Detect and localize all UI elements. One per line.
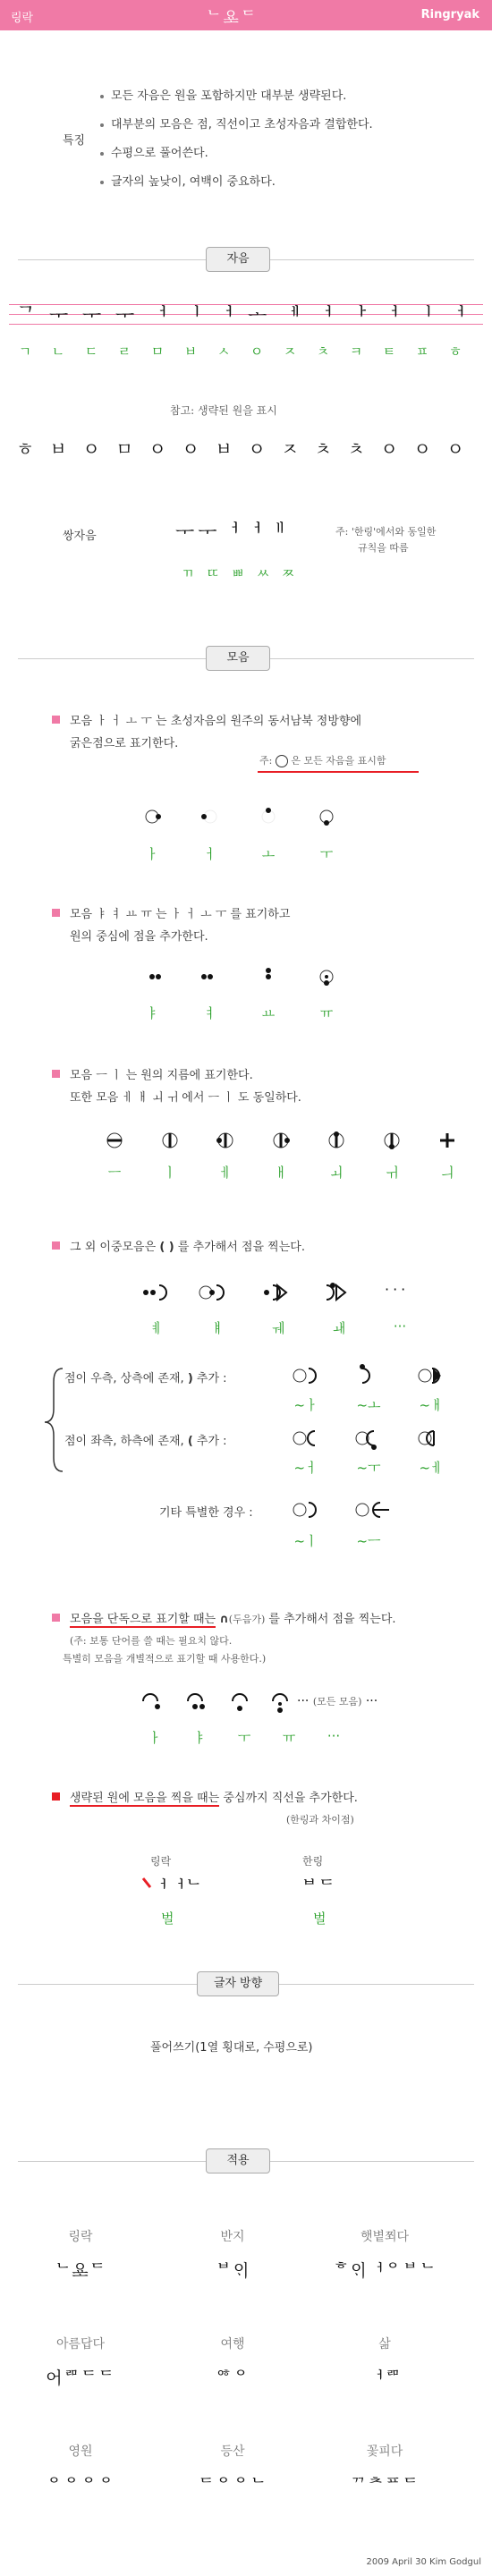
- consonant-jamo: ㅊ: [316, 343, 330, 360]
- application-glyph: ᅥᄅᄆ: [367, 2368, 403, 2388]
- application-glyph: ᄇᄋᆡ: [215, 2261, 250, 2281]
- vowel-circle-a: [146, 810, 161, 823]
- vowel-jamo: ㅣ: [163, 1165, 177, 1181]
- consonant-glyph: ᅩ: [248, 305, 267, 327]
- application-glyph: ᄒᄋᆡᅥᄋᄇᄂ: [332, 2261, 437, 2281]
- consonant-glyph: ᅦ: [281, 305, 301, 327]
- double-consonant-label: 쌍자음: [63, 530, 97, 543]
- vowel-jamo: ㅞ: [271, 1320, 285, 1336]
- vowel-jamo: ㅕ: [203, 1005, 217, 1021]
- application-glyph: 어ᄅᄆᄃᄃ: [46, 2368, 115, 2388]
- double-consonant-jamo: ㅃ: [231, 565, 245, 581]
- vowel-circle-e: [216, 1133, 233, 1148]
- feature-item: 수평으로 풀어쓴다.: [100, 143, 208, 160]
- compare-jamo: 벌: [161, 1911, 174, 1927]
- consonant-jamo: ㄷ: [84, 343, 98, 360]
- consonant-jamo: ㅌ: [382, 343, 396, 360]
- double-consonant-jamo: ㄸ: [206, 565, 220, 581]
- application-label: 햇볕쬐다: [360, 2230, 410, 2244]
- reference-glyph: ㅇ: [446, 438, 464, 460]
- vowel-jamo: ㅜ: [319, 846, 334, 862]
- brace-rule-text: 점이 좌측, 하측에 존재, ( 추가 :: [64, 1435, 227, 1448]
- application-label: 아름답다: [55, 2337, 106, 2351]
- vowel-circle-wi: [385, 1133, 399, 1149]
- feature-item: 글자의 높낮이, 여백이 중요하다.: [100, 172, 276, 189]
- reference-glyph: ㅊ: [314, 438, 332, 460]
- vowel-rule-text: 모음을 단독으로 표기할 때는 ∩(두음가) 를 추가해서 점을 찍는다.: [70, 1613, 396, 1626]
- vowel-rule-text: 모음 ㅑ ㅕ ㅛ ㅠ 는 ㅏ ㅓ ㅗ ㅜ 를 표기하고: [70, 908, 291, 921]
- consonant-glyph: ᄀ: [16, 305, 36, 327]
- vowel-circle-ae: [274, 1133, 290, 1148]
- double-consonant-glyphs: ᅮᅮᅥᅥᅵᅵ: [175, 521, 289, 544]
- double-consonant-jamo: ㅉ: [281, 565, 295, 581]
- vowel-rule-text: 또한 모음 ㅔ ㅐ ㅚ ㅟ 에서 ㅡ ㅣ 도 동일하다.: [70, 1091, 301, 1105]
- vowel-jamo: ㅠ: [282, 1730, 296, 1746]
- standalone-vowel-glyphs: [143, 1694, 287, 1713]
- vowel-rule-text: 생략된 원에 모음을 찍을 때는 중심까지 직선을 추가한다.: [70, 1792, 358, 1805]
- feature-item: 모든 자음은 원을 포함하지만 대부분 생략된다.: [100, 86, 346, 103]
- vowel-jamo: ···: [393, 1318, 407, 1335]
- vowel-jamo: ㅠ: [319, 1005, 334, 1021]
- application-label: 여행: [220, 2337, 245, 2351]
- special-row-glyphs: [293, 1503, 389, 1517]
- pink-bullet-icon: [52, 1241, 60, 1250]
- vowel-circle-eo: [201, 810, 216, 823]
- vowel-circle-we: [264, 1285, 286, 1300]
- vowel-circle-yo: [266, 968, 271, 979]
- vowel-jamo: ···: [327, 1728, 341, 1744]
- vowel-jamo: ㅒ: [210, 1320, 225, 1336]
- compare-label: 한링: [302, 1855, 324, 1868]
- reference-glyph: ㅇ: [380, 438, 398, 460]
- consonant-jamo: ㄴ: [51, 343, 65, 360]
- brace-jamo: ~ㅓ: [293, 1460, 318, 1476]
- pink-bullet-icon: [52, 1614, 60, 1622]
- brace-icon: [45, 1368, 63, 1471]
- reference-glyph: ㅊ: [347, 438, 365, 460]
- special-case-text: 기타 특별한 경우 :: [159, 1506, 253, 1520]
- brace-rule-text: 점이 우측, 상측에 존재, ) 추가 :: [64, 1372, 227, 1385]
- vowel-rule-text: 원의 중심에 점을 추가한다.: [70, 930, 208, 944]
- reference-glyph: ㅇ: [82, 438, 100, 460]
- consonant-jamo: ㅁ: [150, 343, 165, 360]
- compare-jamo: 벌: [313, 1911, 327, 1927]
- consonant-glyph: ᅮ: [82, 305, 102, 327]
- brace-jamo: ~ㅜ: [356, 1460, 381, 1476]
- section-title-consonants: 자음: [206, 247, 270, 272]
- reference-note: 참고: 생략된 원을 표시: [170, 404, 277, 417]
- vowel-jamo: ㅛ: [261, 1005, 276, 1021]
- vowel-jamo: ㅐ: [274, 1165, 288, 1181]
- brace-jamo: ~ㅐ: [419, 1397, 444, 1413]
- reference-glyph: ㅈ: [281, 438, 299, 460]
- vowel-jamo: ㅚ: [329, 1165, 344, 1181]
- reference-glyph: ㅇ: [248, 438, 266, 460]
- feature-item: 대부분의 모음은 점, 직선이고 초성자음과 결합한다.: [100, 114, 373, 131]
- consonant-glyph: ᅮ: [49, 305, 69, 327]
- consonant-glyph: ᅥ: [446, 305, 466, 327]
- vowel-circle-oe: [329, 1131, 344, 1148]
- vowel-jamo: ㅏ: [145, 846, 159, 862]
- brace-jamo: ~ㅗ: [356, 1397, 381, 1413]
- consonant-glyph: ᅥ: [215, 305, 234, 327]
- vowel-circle-yae: [199, 1285, 224, 1300]
- application-label: 삶: [378, 2337, 391, 2351]
- consonant-jamo: ㅋ: [349, 343, 363, 360]
- vowel-rule-text: 그 외 이중모음은 ( ) 를 추가해서 점을 찍는다.: [70, 1241, 305, 1254]
- consonant-jamo: ㅈ: [283, 343, 297, 360]
- vowel-jamo: ㅢ: [440, 1165, 454, 1181]
- header-right-title: Ringryak: [420, 8, 479, 21]
- consonant-glyph: ᅡ: [347, 305, 367, 327]
- section-title-vowels: 모음: [206, 646, 270, 671]
- pink-bullet-icon: [52, 1070, 60, 1078]
- vowel-jamo: ㅟ: [385, 1165, 399, 1181]
- vowel-circle-eu: [107, 1133, 122, 1148]
- ellipsis-glyph: ···: [385, 1281, 410, 1298]
- vowel-note: 주: 은 모든 자음을 표시함: [259, 755, 386, 767]
- vowel-jamo: ㅜ: [237, 1730, 251, 1746]
- consonant-glyph: ᅥ: [380, 305, 400, 327]
- ellipsis-glyph: ··· (모든 모음) ···: [297, 1694, 378, 1708]
- consonant-jamo: ㄹ: [117, 343, 131, 360]
- compare-glyph: ᅥᅥᄂ: [150, 1877, 202, 1898]
- application-label: 반지: [220, 2230, 245, 2244]
- vowel-jamo: ㅓ: [203, 846, 217, 862]
- vowel-note: (한링과 차이점): [286, 1814, 354, 1826]
- vowel-jamo: ㅏ: [148, 1730, 162, 1746]
- section-title-direction: 글자 방향: [197, 1971, 279, 1996]
- consonant-jamo: ㅎ: [448, 343, 462, 360]
- double-consonant-jamo: ㅆ: [256, 565, 270, 581]
- vowel-circle-ye: [143, 1285, 166, 1300]
- application-glyph: ᄋᄋᄋᄋ: [46, 2476, 115, 2496]
- vowel-rule-text: 모음 ㅡ ㅣ 는 원의 지름에 표기한다.: [70, 1069, 253, 1082]
- consonant-glyph: ᅥ: [314, 305, 334, 327]
- reference-glyph: ㅂ: [215, 438, 233, 460]
- reference-glyph: ㅂ: [49, 438, 67, 460]
- vowel-jamo: ㅡ: [107, 1165, 122, 1181]
- reference-glyph: ㅇ: [413, 438, 431, 460]
- compare-glyph: ᄇᄃ: [301, 1877, 335, 1898]
- footer-credit: 2009 April 30 Kim Godgul: [366, 2557, 481, 2567]
- vowel-jamo: ㅑ: [145, 1005, 159, 1021]
- vowel-note: (주: 보통 단어를 쓸 때는 필요치 않다.: [70, 1635, 233, 1647]
- features-label: 특징: [63, 134, 86, 148]
- double-consonant-note: 주: '한링'에서와 동일한: [335, 526, 437, 538]
- brace-jamo: ~ㅔ: [419, 1460, 444, 1476]
- vowel-jamo: ㅔ: [218, 1165, 233, 1181]
- direction-text: 풀어쓰기(1열 횡대로, 수평으로): [150, 2041, 313, 2055]
- compare-label: 링락: [150, 1855, 172, 1868]
- vowel-jamo: ㅗ: [261, 846, 276, 862]
- vowel-circle-u: [320, 810, 333, 826]
- application-glyph: ᄁᄎᄑᄃ: [350, 2476, 420, 2496]
- application-label: 등산: [220, 2445, 245, 2459]
- special-jamo: ~ㅡ: [356, 1533, 381, 1549]
- consonant-jamo: ㄱ: [18, 343, 32, 360]
- vowel-circle-yeo: [201, 974, 213, 979]
- ringryak-compare-glyph: [143, 1878, 150, 1887]
- reference-glyph: ㅇ: [148, 438, 166, 460]
- brace-row2-glyphs: [293, 1431, 434, 1450]
- application-glyph: ᄋᄒᄋ: [215, 2368, 250, 2388]
- consonant-jamo: ㅂ: [183, 343, 198, 360]
- vowel-jamo: ㅑ: [192, 1730, 207, 1746]
- consonant-jamo: ㅇ: [250, 343, 264, 360]
- application-label: 영원: [68, 2445, 93, 2459]
- vowel-circle-wae: [327, 1283, 345, 1300]
- application-glyph: ᄂᄋᆇᄃ: [54, 2261, 107, 2281]
- double-consonant-jamo: ㄲ: [181, 565, 195, 581]
- consonant-glyph: ᅮ: [115, 305, 135, 327]
- vowel-rule-text: 굵은점으로 표기한다.: [70, 737, 179, 750]
- brace-jamo: ~ㅏ: [293, 1397, 318, 1413]
- special-jamo: ~ㅣ: [293, 1533, 318, 1549]
- vowel-note: 특별히 모음을 개별적으로 표기할 때 사용한다.): [63, 1653, 267, 1665]
- consonant-glyph: ᅥ: [148, 305, 168, 327]
- red-bullet-icon: [52, 1792, 60, 1801]
- reference-glyph: ㅇ: [182, 438, 199, 460]
- double-consonant-note: 규칙을 따름: [358, 542, 409, 554]
- application-label: 링락: [68, 2230, 93, 2244]
- section-title-application: 적용: [206, 2148, 270, 2174]
- brace-row1-glyphs: [293, 1364, 441, 1383]
- consonant-jamo: ㅍ: [415, 343, 429, 360]
- reference-glyph: ㅁ: [115, 438, 133, 460]
- consonant-glyph: ᅵ: [182, 305, 201, 327]
- consonant-jamo: ㅅ: [216, 343, 231, 360]
- vowel-circle-o: [262, 808, 275, 823]
- reference-glyph: ㅎ: [16, 438, 34, 460]
- header-logo-glyph: ᄂᄋᆇᄃ: [206, 9, 259, 28]
- application-glyph: ᄃᄋᄋᄂ: [198, 2476, 267, 2496]
- vowel-circle-ya: [149, 974, 161, 979]
- vowel-circle-yu: [320, 970, 333, 986]
- vowel-jamo: ㅙ: [332, 1320, 346, 1336]
- vowel-jamo: ㅖ: [149, 1320, 164, 1336]
- vowel-circle-i: [163, 1133, 177, 1148]
- pink-bullet-icon: [52, 909, 60, 917]
- vowel-circle-ui: [440, 1133, 454, 1148]
- vowel-rule-text: 모음 ㅏ ㅓ ㅗ ㅜ 는 초성자음의 원주의 동서남북 정방향에: [70, 715, 362, 728]
- header-left-title: 링락: [11, 12, 34, 25]
- application-label: 꽃피다: [366, 2445, 403, 2459]
- consonant-glyph: ᅵ: [413, 305, 433, 327]
